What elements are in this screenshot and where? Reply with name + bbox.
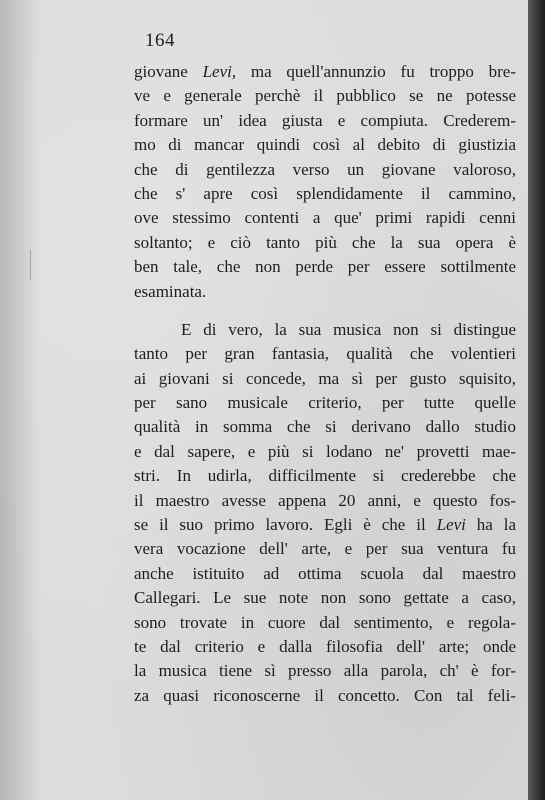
paragraph-end-line: esaminata. [134, 281, 207, 301]
text-line: il maestro avesse appena 20 anni, e questo fos- [134, 490, 516, 510]
text-line: ove stessimo contenti a que' primi rapidi cenni [134, 208, 516, 228]
text-line: la musica tiene sì presso alla parola, ch' è for- [134, 661, 516, 681]
text-line: se il suo primo lavoro. Egli è che il Levi ha la [134, 515, 516, 535]
text-line: giovane Levi, ma quell'annunzio fu troppo bre- [134, 62, 516, 81]
text-line: te dal criterio e dalla filosofia dell' arte; onde [134, 636, 516, 656]
text-line: za quasi riconoscerne il concetto. Con tal feli- [134, 685, 516, 705]
text-line: per sano musicale criterio, per tutte quelle [134, 393, 516, 413]
text-line: anche istituito ad ottima scuola dal maestro [134, 563, 516, 583]
book-edge [528, 0, 545, 800]
text-line: vera vocazione dell' arte, e per sua ventura fu [134, 539, 516, 559]
text-line: mo di mancar quindi così al debito di giustizia [134, 135, 516, 155]
text-line: formare un' idea giusta e compiuta. Crederem- [134, 110, 516, 130]
text-line: che di gentilezza verso un giovane valoroso, [134, 159, 516, 179]
page-number: 164 [145, 30, 175, 51]
text-line: stri. In udirla, difficilmente si crederebbe che [134, 466, 516, 486]
margin-pencil-mark [30, 250, 37, 280]
text-line: tanto per gran fantasia, qualità che volentieri [134, 344, 516, 364]
body-text [134, 60, 516, 708]
text-line: qualità in somma che si derivano dallo studio [134, 417, 516, 437]
text-line: ben tale, che non perde per essere sottilmente [134, 257, 516, 277]
text-line: soltanto; e ciò tanto più che la sua opera è [134, 232, 516, 252]
text-line: che s' apre così splendidamente il cammino, [134, 183, 516, 203]
page-gutter-shadow [0, 0, 40, 800]
text-line: ai giovani si concede, ma sì per gusto squisito, [134, 368, 516, 388]
text-line: Callegari. Le sue note non sono gettate a caso, [134, 588, 516, 608]
text-line: ve e generale perchè il pubblico se ne potesse [134, 86, 516, 106]
text-line: sono trovate in cuore dal sentimento, e regola- [134, 612, 516, 632]
text-line: e dal sapere, e più si lodano ne' provetti mae- [134, 441, 516, 461]
paragraph-start-line: E di vero, la sua musica non si distingue [181, 319, 516, 339]
paragraph-gap [134, 304, 516, 318]
